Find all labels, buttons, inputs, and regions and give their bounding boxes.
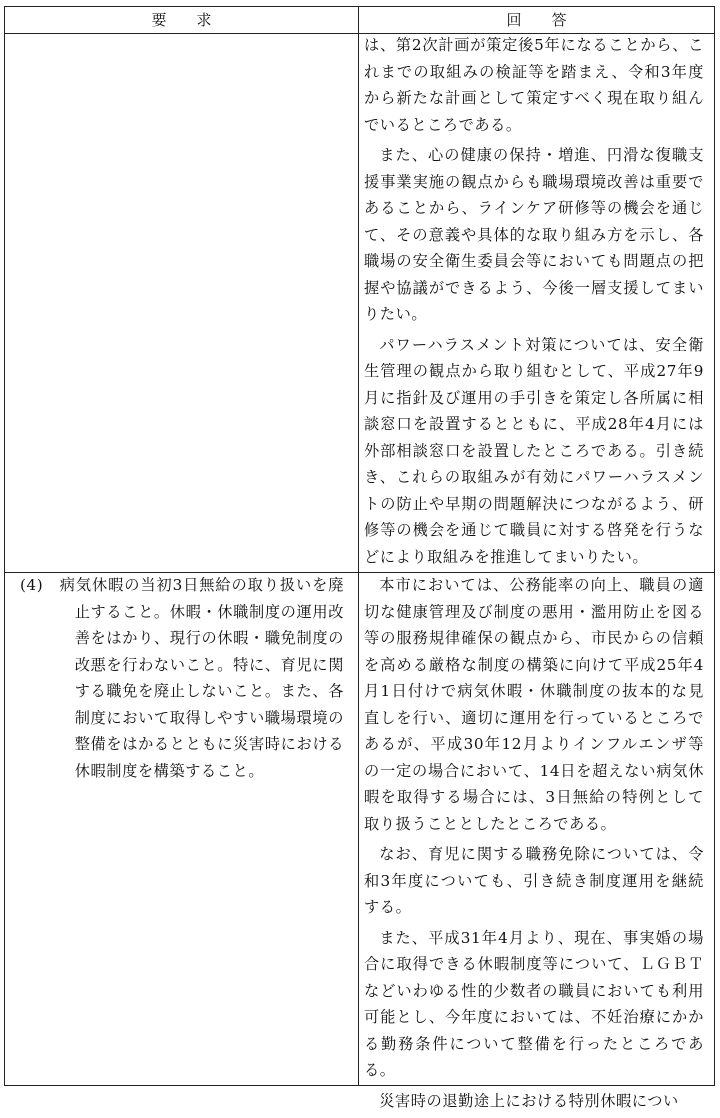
request-item-4: (4) 病気休暇の当初3日無給の取り扱いを廃止すること。休暇・休職制度の運用改善をはかり、現行の休暇・職免制度の改悪を行わないこと。特に、育児に関する職免を廃止しないこと。また、各制度において取得しやすい職場環境の整備をはかるとともに災害時における休暇制度を構築すること。 — [20, 576, 344, 780]
answer-cell-row-2 — [364, 572, 704, 1118]
answer-paragraph: は、第2次計画が策定後5年になることから、これまでの取組みの検証等を踏まえ、令和3年度から新たな計画として策定すべく現在取り組んでいるところである。 — [364, 36, 704, 134]
answer-paragraph: 災害時の退勤途上における特別休暇につい — [379, 1091, 679, 1110]
answer-paragraph: また、心の健康の保持・増進、円滑な復職支援事業実施の観点からも職場環境改善は重要であることから、ラインケア研修等の機会を通じて、その意義や具体的な取り組み方を示し、各職場の安全衛生委員会等においても問題点の把握や協議ができるよう、今後一層支援してまいりたい。 — [364, 146, 704, 323]
answer-paragraph: パワーハラスメント対策については、安全衛生管理の観点から取り組むとして、平成27年9月に指針及び運用の手引きを策定し各所属に相談窓口を設置するとともに、平成28年4月には外部相談窓口を設置したところである。引き続き、これらの取組みが有効にパワーハラスメントの防止や早期の問題解決につながるよう、研修等の機会を通じて職員に対する啓発を行うなどにより取組みを推進してまいりたい。 — [364, 335, 704, 566]
answer-cell-row-1 — [364, 32, 704, 574]
column-divider — [358, 7, 359, 1085]
request-column-header: 要 求 — [151, 11, 212, 29]
answer-paragraph: なお、育児に関する職務免除については、令和3年度についても、引き続き制度運用を継続する。 — [364, 845, 704, 916]
answer-column-header: 回 答 — [506, 11, 567, 29]
answer-paragraph: 本市においては、公務能率の向上、職員の適切な健康管理及び制度の悪用・濫用防止を図る等の服務規律確保の観点から、市民からの信頼を高める厳格な制度の構築に向けて平成25年4月1日付けで病気休暇・休職制度の抜本的な見直しを行い、適切に運用を行っているところであるが、平成30年12月よりインフルエンザ等の一定の場合において、14日を超えない病気休暇を取得する場合には、3日無給の特例として取り扱うこととしたところである。 — [364, 576, 704, 833]
request-cell-row-2 — [20, 572, 344, 784]
answer-paragraph: また、平成31年4月より、現在、事実婚の場合に取得できる休暇制度等について、ＬＧＢＴなどいわゆる性的少数者の職員においても利用可能とし、今年度においては、不妊治療にかかる勤務条件について整備を行ったところである。 — [364, 928, 704, 1079]
